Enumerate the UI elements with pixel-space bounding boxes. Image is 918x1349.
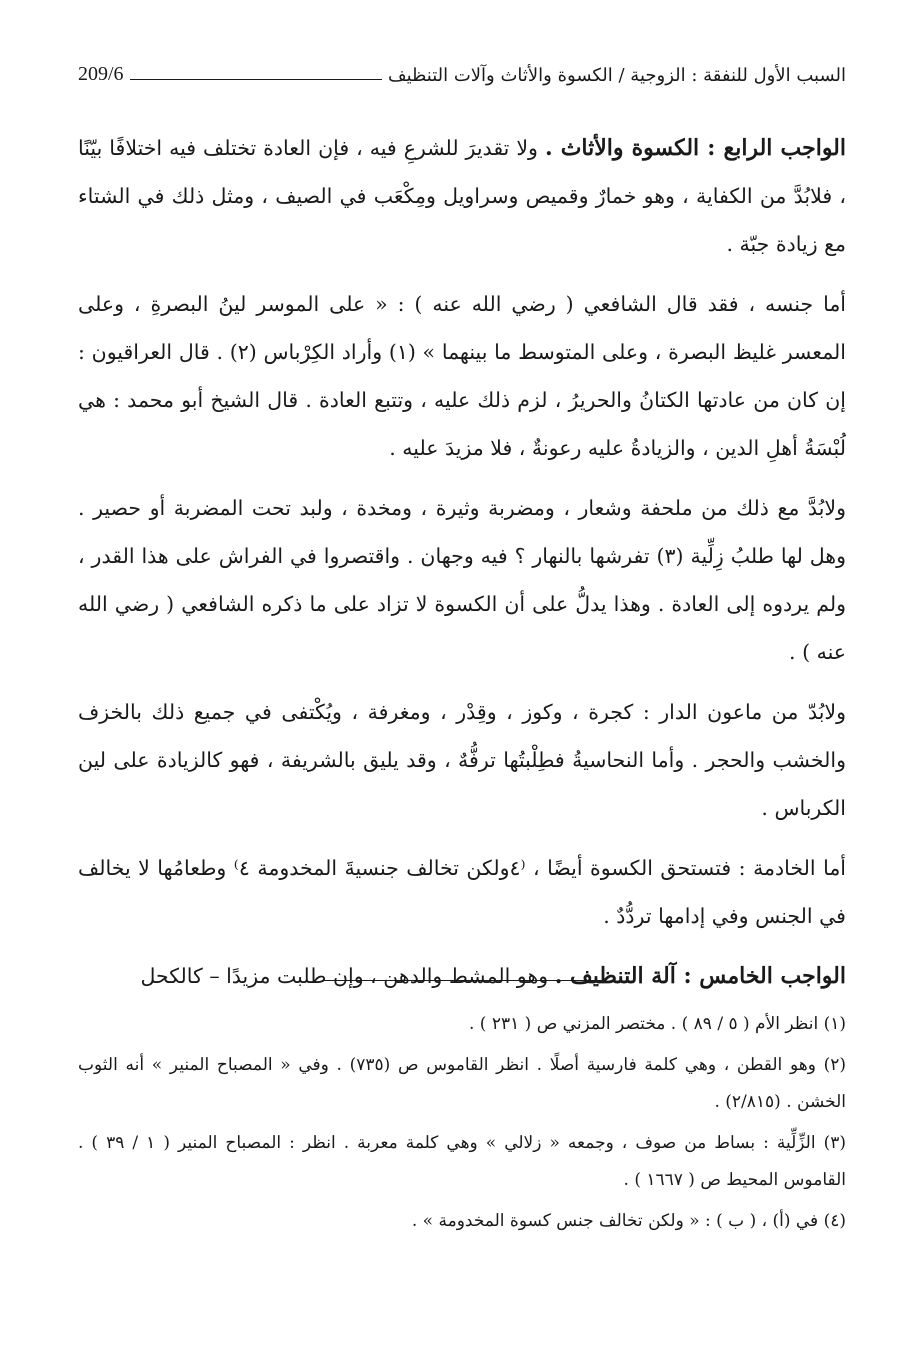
paragraph bbox=[78, 844, 846, 940]
footnotes bbox=[78, 982, 846, 1244]
paragraph-text: أما جنسه ، فقد قال الشافعي ( رضي الله عنه ) : « على الموسر لينُ البصرةِ ، وعلى المعسر غليظ البصرة ، وعلى المتوسط ما بينهما » (١) وأراد الكِرْباس (٢) . قال العراقيون : إن كان من عادتها الكتانُ والحريرُ ، لزم ذلك عليه ، وتتبع العادة . قال الشيخ أبو محمد : هي لُبْسَةُ أهلِ الدين ، والزيادةُ عليه رعونةٌ ، فلا مزيدَ عليه . bbox=[78, 292, 846, 460]
footnote: (٢) وهو القطن ، وهي كلمة فارسية أصلًا . انظر القاموس ص (٧٣٥) . وفي « المصباح المنير » أنه الثوب الخشن . (٢/٨١٥) . bbox=[78, 1055, 846, 1112]
page-number: 209/6 bbox=[78, 63, 124, 85]
paragraph-text: ولا تقديرَ للشرعِ فيه ، فإن العادة تختلف فيه اختلافًا بيّنًا ، فلابُدَّ من الكفاية ، وهو خمارٌ وقميص وسراويل ومِكْعَب في الصيف ، ومثل ذلك في الشتاء مع زيادة جبّة . bbox=[78, 136, 846, 256]
footnote-rule bbox=[323, 980, 603, 981]
paragraph bbox=[78, 484, 846, 676]
paragraph-text: وهو المشط والدهن ، وإن طلبت مزيدًا – كالكحل bbox=[140, 964, 555, 988]
section-heading: الواجب الرابع : الكسوة والأثاث . bbox=[544, 135, 846, 161]
paragraph-text: ولابُدّ من ماعون الدار : كجرة ، وكوز ، وقِدْر ، ومغرفة ، ويُكْتفى في جميع ذلك بالخزف والخشب والحجر . وأما النحاسيةُ فطِلْبتُها ترفُّهٌ ، وقد يليق بالشريفة ، فهو كالزيادة على لين الكرباس . bbox=[78, 700, 846, 820]
paragraph bbox=[78, 124, 846, 268]
paragraph bbox=[78, 688, 846, 832]
running-header bbox=[78, 52, 846, 86]
running-title: السبب الأول للنفقة : الزوجية / الكسوة والأثاث وآلات التنظيف bbox=[387, 65, 846, 86]
footnote: (٤) في (أ) ، ( ب ) : « ولكن تخالف جنس كسوة المخدومة » . bbox=[411, 1211, 846, 1231]
paragraph-text: ولابُدَّ مع ذلك من ملحفة وشعار ، ومضربة وثيرة ، ومخدة ، ولبد تحت المضربة أو حصير . وهل لها طلبُ زِلِّية (٣) تفرشها بالنهار ؟ فيه وجهان . واقتصروا في الفراش على هذا القدر ، ولم يردوه إلى العادة . وهذا يدلُّ على أن الكسوة لا تزاد على ما ذكره الشافعي ( رضي الله عنه ) . bbox=[78, 496, 846, 664]
footnote: (١) انظر الأم ( ٥ / ٨٩ ) . مختصر المزني ص ( ٢٣١ ) . bbox=[469, 1014, 846, 1034]
paragraph bbox=[78, 280, 846, 472]
body-text bbox=[78, 124, 846, 1000]
paragraph-text: أما الخادمة : فتستحق الكسوة أيضًا ، ⁽٤ولكن تخالف جنسيةَ المخدومة ٤⁾ وطعامُها لا يخالف في الجنس وفي إدامها تردُّدٌ . bbox=[78, 856, 846, 928]
footnote: (٣) الزِّلِّية : بساط من صوف ، وجمعه « زلالي » وهي كلمة معربة . انظر : المصباح المنير ( ١ / ٣٩ ) . القاموس المحيط ص ( ١٦٦٧ ) . bbox=[78, 1133, 846, 1190]
page bbox=[78, 52, 846, 1012]
header-rule bbox=[130, 79, 382, 80]
section-heading: الواجب الخامس : آلة التنظيف . bbox=[554, 963, 846, 989]
